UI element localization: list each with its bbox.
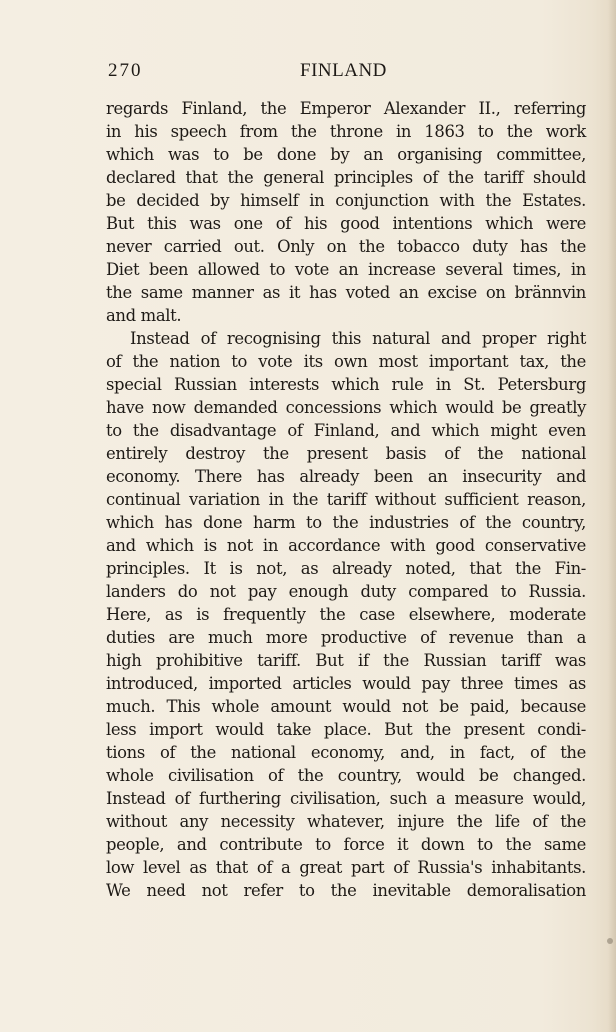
text-line: less import would take place. But the present condi- <box>106 720 586 739</box>
text-line: continual variation in the tariff without sufficient reason, <box>106 490 586 509</box>
page-number: 270 <box>108 60 143 81</box>
text-line: low level as that of a great part of Russia's inhabitants. <box>106 858 586 877</box>
running-head <box>106 60 586 84</box>
text-line: introduced, imported articles would pay three times as <box>106 674 586 693</box>
text-line: landers do not pay enough duty compared to Russia. <box>106 582 586 601</box>
text-line: which was to be done by an organising committee, <box>106 145 586 164</box>
text-line: whole civilisation of the country, would be changed. <box>106 766 586 785</box>
paragraph-end-line: and malt. <box>106 306 182 325</box>
text-line: Diet been allowed to vote an increase several times, in <box>106 260 586 279</box>
paper-speck <box>607 938 613 944</box>
text-line: be decided by himself in conjunction with the Estates. <box>106 191 586 210</box>
text-line: Instead of furthering civilisation, such a measure would, <box>106 789 586 808</box>
body-text <box>106 97 586 902</box>
text-line: We need not refer to the inevitable demoralisation <box>106 881 586 900</box>
text-line: principles. It is not, as already noted, that the Fin- <box>106 559 586 578</box>
text-line: declared that the general principles of the tariff should <box>106 168 586 187</box>
text-line: which has done harm to the industries of the country, <box>106 513 586 532</box>
running-title: FINLAND <box>300 60 387 81</box>
text-line: of the nation to vote its own most important tax, the <box>106 352 586 371</box>
text-line: special Russian interests which rule in St. Petersburg <box>106 375 586 394</box>
text-line: much. This whole amount would not be paid, because <box>106 697 586 716</box>
text-line: the same manner as it has voted an excise on brännvin <box>106 283 586 302</box>
text-line: never carried out. Only on the tobacco duty has the <box>106 237 586 256</box>
text-line: duties are much more productive of revenue than a <box>106 628 586 647</box>
text-line: regards Finland, the Emperor Alexander II., referring <box>106 99 586 118</box>
text-line: economy. There has already been an insecurity and <box>106 467 586 486</box>
text-line: in his speech from the throne in 1863 to the work <box>106 122 586 141</box>
text-line: and which is not in accordance with good conservative <box>106 536 586 555</box>
text-line: to the disadvantage of Finland, and which might even <box>106 421 586 440</box>
text-line: without any necessity whatever, injure the life of the <box>106 812 586 831</box>
text-line: people, and contribute to force it down to the same <box>106 835 586 854</box>
text-line: entirely destroy the present basis of the national <box>106 444 586 463</box>
text-line: high prohibitive tariff. But if the Russian tariff was <box>106 651 586 670</box>
text-line: tions of the national economy, and, in fact, of the <box>106 743 586 762</box>
paragraph-start-line: Instead of recognising this natural and proper right <box>130 329 586 348</box>
text-line: have now demanded concessions which would be greatly <box>106 398 586 417</box>
text-line: But this was one of his good intentions which were <box>106 214 586 233</box>
page-edge-shadow <box>608 0 616 1032</box>
text-line: Here, as is frequently the case elsewhere, moderate <box>106 605 586 624</box>
